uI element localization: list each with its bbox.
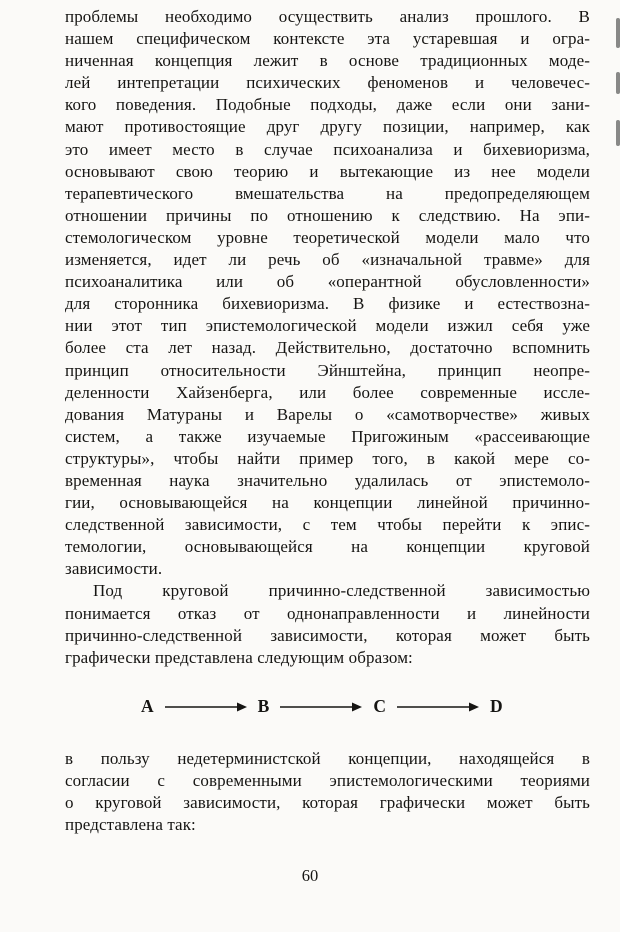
text-line: Под круговой причинно-следственной зависимостью	[93, 581, 590, 601]
text-line: нии этот тип эпистемологической модели изжил себя уже	[65, 316, 590, 336]
text-line: это имеет место в случае психоанализа и бихевиоризма,	[65, 139, 590, 159]
text-line: следственной зависимости, с тем чтобы перейти к эпис-	[65, 515, 590, 535]
text-line: проблемы необходимо осуществить анализ прошлого. В	[65, 7, 590, 26]
text-line: согласии с современными эпистемологическими теориями	[65, 770, 590, 790]
text-column	[65, 6, 590, 836]
text-line: систем, а также изучаемые Пригожиным «рассеивающие	[65, 426, 590, 446]
text-line: деленности Хайзенберга, или более современные иссле-	[65, 382, 590, 402]
text-line: отношении причины по отношению к следствию. На эпи-	[65, 205, 590, 225]
text-line: представлена так:	[65, 815, 196, 835]
text-line: основывают свою теорию и вытекающие из нее модели	[65, 161, 590, 181]
text-line: о круговой зависимости, которая графически может быть	[65, 793, 590, 812]
text-line: гии, основывающейся на концепции линейной причинно-	[65, 493, 590, 513]
text-line: в пользу недетерминистской концепции, находящейся в	[65, 748, 590, 768]
paragraph-continued	[65, 6, 590, 580]
right-arrow-icon	[165, 701, 247, 713]
right-arrow-icon	[397, 701, 479, 713]
text-line: принцип относительности Эйнштейна, принцип неопре-	[65, 360, 590, 380]
text-line: нашем специфическом контексте эта устаревшая и огра-	[65, 29, 590, 49]
paragraph-circular-causality	[65, 580, 590, 668]
scan-artifact	[616, 120, 620, 146]
scan-artifact	[616, 72, 620, 94]
diagram-node-d: D	[489, 696, 503, 717]
text-line: стемологическом уровне теоретической модели мало что	[65, 227, 590, 247]
text-line: темологии, основывающейся на концепции круговой	[65, 537, 590, 557]
scan-artifact	[616, 18, 620, 48]
text-line: дования Матураны и Варелы о «самотворчестве» живых	[65, 404, 590, 424]
causality-diagram	[65, 695, 590, 719]
text-line: ниченная концепция лежит в основе традиционных моде-	[65, 51, 590, 71]
text-line: мают противостоящие друг другу позиции, например, как	[65, 117, 590, 137]
diagram-node-a: A	[141, 696, 154, 717]
text-line: причинно-следственной зависимости, которая может быть	[65, 625, 590, 645]
diagram-node-c: C	[373, 696, 386, 717]
text-line: понимается отказ от однонаправленности и линейности	[65, 603, 590, 623]
text-line: для сторонника бихевиоризма. В физике и естествозна-	[65, 294, 590, 314]
paragraph-conclusion	[65, 748, 590, 836]
right-arrow-icon	[280, 701, 362, 713]
text-line: лей интепретации психических феноменов и человечес-	[65, 73, 590, 93]
text-line: зависимости.	[65, 559, 163, 579]
diagram-node-b: B	[257, 696, 270, 717]
text-line: психоаналитика или об «оперантной обусловленности»	[65, 272, 590, 292]
text-line: структуры», чтобы найти пример того, в какой мере со-	[65, 448, 590, 468]
text-line: кого поведения. Подобные подходы, даже если они зани-	[65, 95, 590, 115]
text-line: временная наука значительно удалилась от эпистемоло-	[65, 470, 590, 490]
text-line: терапевтического вмешательства на предопределяющем	[65, 183, 590, 203]
page-number: 60	[301, 866, 319, 885]
text-line: изменяется, идет ли речь об «изначальной травме» для	[65, 250, 590, 270]
text-line: графически представлена следующим образом:	[65, 647, 413, 667]
text-line: более ста лет назад. Действительно, достаточно вспомнить	[65, 338, 590, 358]
